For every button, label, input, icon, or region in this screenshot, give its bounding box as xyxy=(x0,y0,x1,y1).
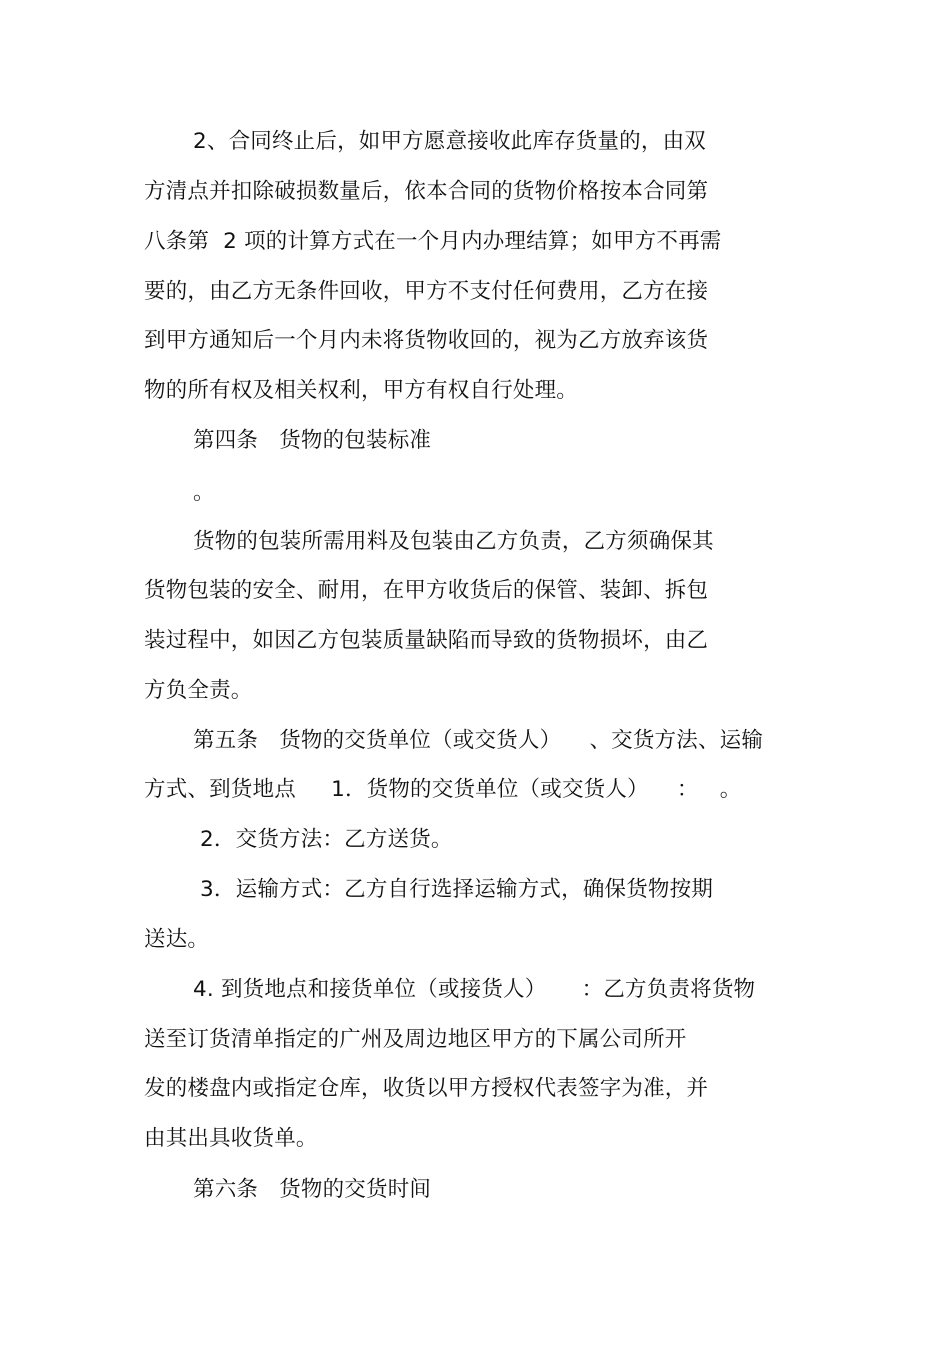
paragraph-line: 3．运输方式：乙方自行选择运输方式，确保货物按期 xyxy=(193,877,714,902)
paragraph-line: 八条第 2 项的计算方式在一个月内办理结算；如甲方不再需 xyxy=(144,229,722,254)
paragraph-line: 2．交货方法：乙方送货。 xyxy=(193,827,453,852)
paragraph-line: 送达。 xyxy=(144,927,210,952)
paragraph-line: 。 xyxy=(193,480,215,505)
paragraph-line: 要的，由乙方无条件回收，甲方不支付任何费用，乙方在接 xyxy=(144,279,709,304)
paragraph-line: 装过程中，如因乙方包装质量缺陷而导致的货物损坏，由乙 xyxy=(144,628,709,653)
section-heading: 第四条 货物的包装标准 xyxy=(193,428,432,453)
paragraph-line: 发的楼盘内或指定仓库，收货以甲方授权代表签字为准，并 xyxy=(144,1076,709,1101)
paragraph-line: 到甲方通知后一个月内未将货物收回的，视为乙方放弃该货 xyxy=(144,328,709,353)
paragraph-line: 方负全责。 xyxy=(144,678,253,703)
section-heading: 第五条 货物的交货单位（或交货人） 、交货方法、运输 xyxy=(193,728,764,753)
paragraph-line: 送至订货清单指定的广州及周边地区甲方的下属公司所开 xyxy=(144,1027,687,1052)
paragraph-line: 2、合同终止后，如甲方愿意接收此库存货量的，由双 xyxy=(193,129,706,154)
paragraph-line: 方式、到货地点 1．货物的交货单位（或交货人） ： 。 xyxy=(144,777,742,802)
paragraph-line: 方清点并扣除破损数量后，依本合同的货物价格按本合同第 xyxy=(144,179,709,204)
paragraph-line: 货物包装的安全、耐用，在甲方收货后的保管、装卸、拆包 xyxy=(144,578,709,603)
paragraph-line: 由其出具收货单。 xyxy=(144,1126,318,1151)
section-heading: 第六条 货物的交货时间 xyxy=(193,1177,432,1202)
paragraph-line: 物的所有权及相关权利，甲方有权自行处理。 xyxy=(144,378,579,403)
paragraph-line: 货物的包装所需用料及包装由乙方负责，乙方须确保其 xyxy=(193,529,714,554)
paragraph-line: 4. 到货地点和接货单位（或接货人） ：乙方负责将货物 xyxy=(193,977,756,1002)
